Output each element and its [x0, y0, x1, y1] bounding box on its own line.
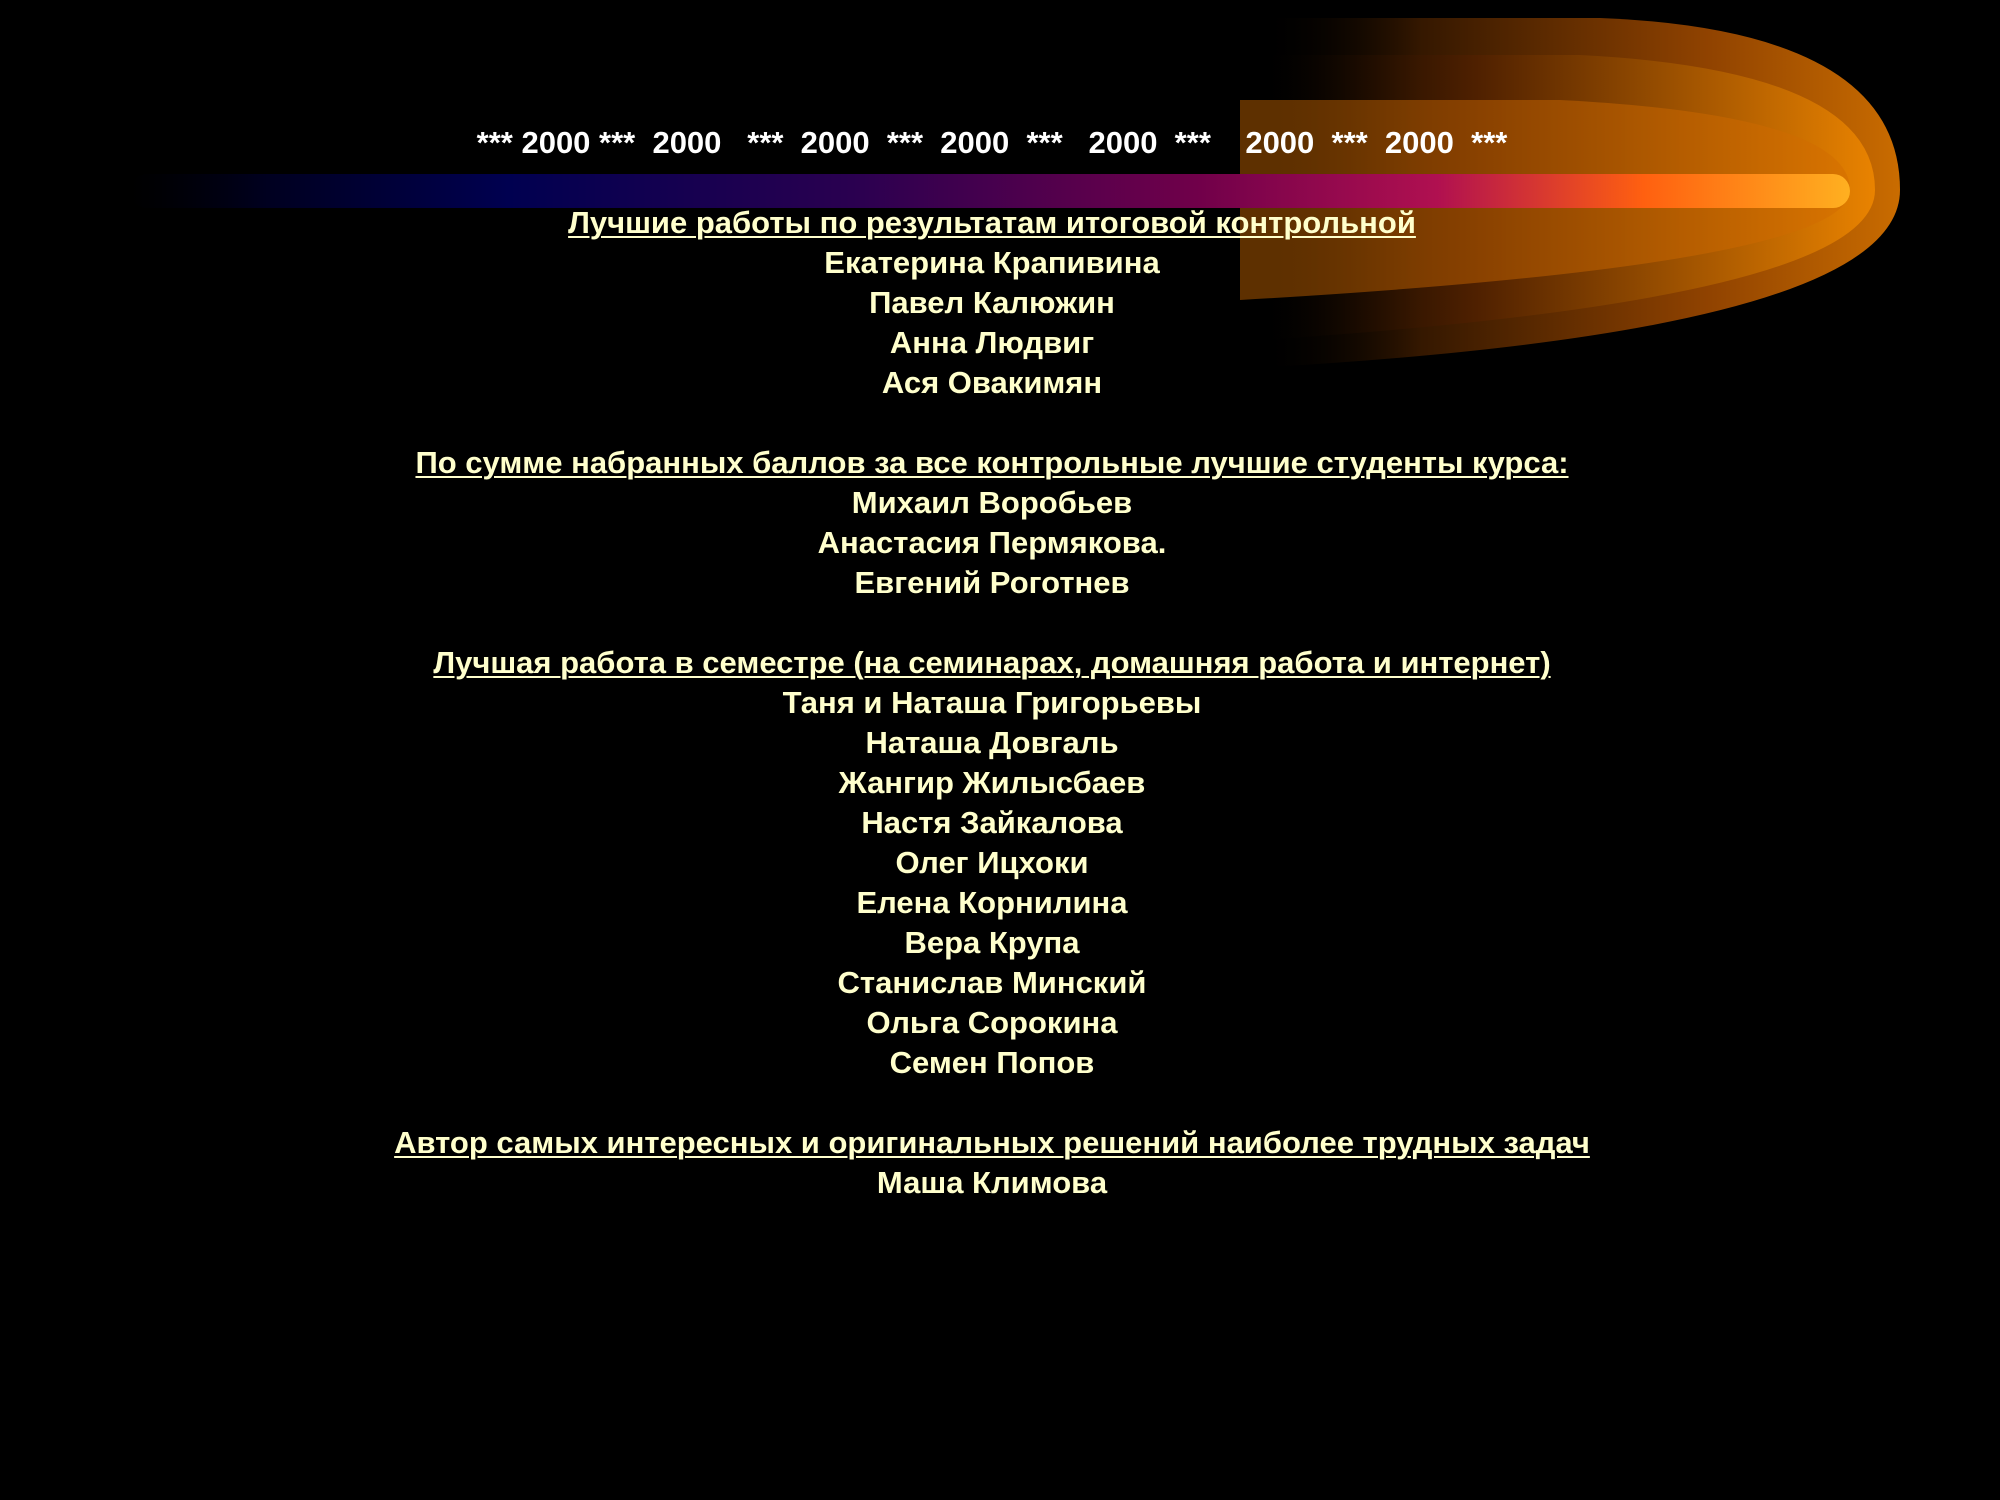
student-name: Ася Овакимян [881, 365, 1103, 400]
student-name: Павел Калюжин [869, 285, 1115, 320]
student-name: Жангир Жилысбаев [838, 765, 1146, 800]
section-heading: По сумме набранных баллов за все контрольные лучшие студенты курса: [415, 445, 1569, 480]
section-heading: Лучшая работа в семестре (на семинарах, домашняя работа и интернет) [433, 645, 1551, 680]
award-section-final-test [0, 203, 1984, 403]
section-heading: Автор самых интересных и оригинальных решений наиболее трудных задач [394, 1125, 1590, 1160]
award-section-original-solutions [0, 1123, 1984, 1203]
awards-list [0, 203, 1984, 1203]
student-name: Екатерина Крапивина [824, 245, 1160, 280]
student-name: Семен Попов [889, 1045, 1095, 1080]
student-name: Елена Корнилина [856, 885, 1128, 920]
student-name: Евгений Роготнев [854, 565, 1130, 600]
year-banner: *** 2000 *** 2000 *** 2000 *** 2000 *** 2000 *** 2000 *** 2000 *** [476, 125, 1508, 160]
section-heading: Лучшие работы по результатам итоговой контрольной [568, 205, 1416, 240]
award-section-total-score [0, 443, 1984, 603]
student-name: Вера Крупа [904, 925, 1080, 960]
student-name: Таня и Наташа Григорьевы [782, 685, 1202, 720]
student-name: Анастасия Пермякова. [817, 525, 1167, 560]
student-name: Ольга Сорокина [866, 1005, 1118, 1040]
student-name: Михаил Воробьев [851, 485, 1133, 520]
student-name: Станислав Минский [837, 965, 1147, 1000]
student-name: Наташа Довгаль [865, 725, 1119, 760]
student-name: Анна Людвиг [889, 325, 1095, 360]
student-name: Маша Климова [876, 1165, 1108, 1200]
student-name: Настя Зайкалова [861, 805, 1123, 840]
student-name: Олег Ицхоки [895, 845, 1089, 880]
award-section-semester-work [0, 643, 1984, 1083]
